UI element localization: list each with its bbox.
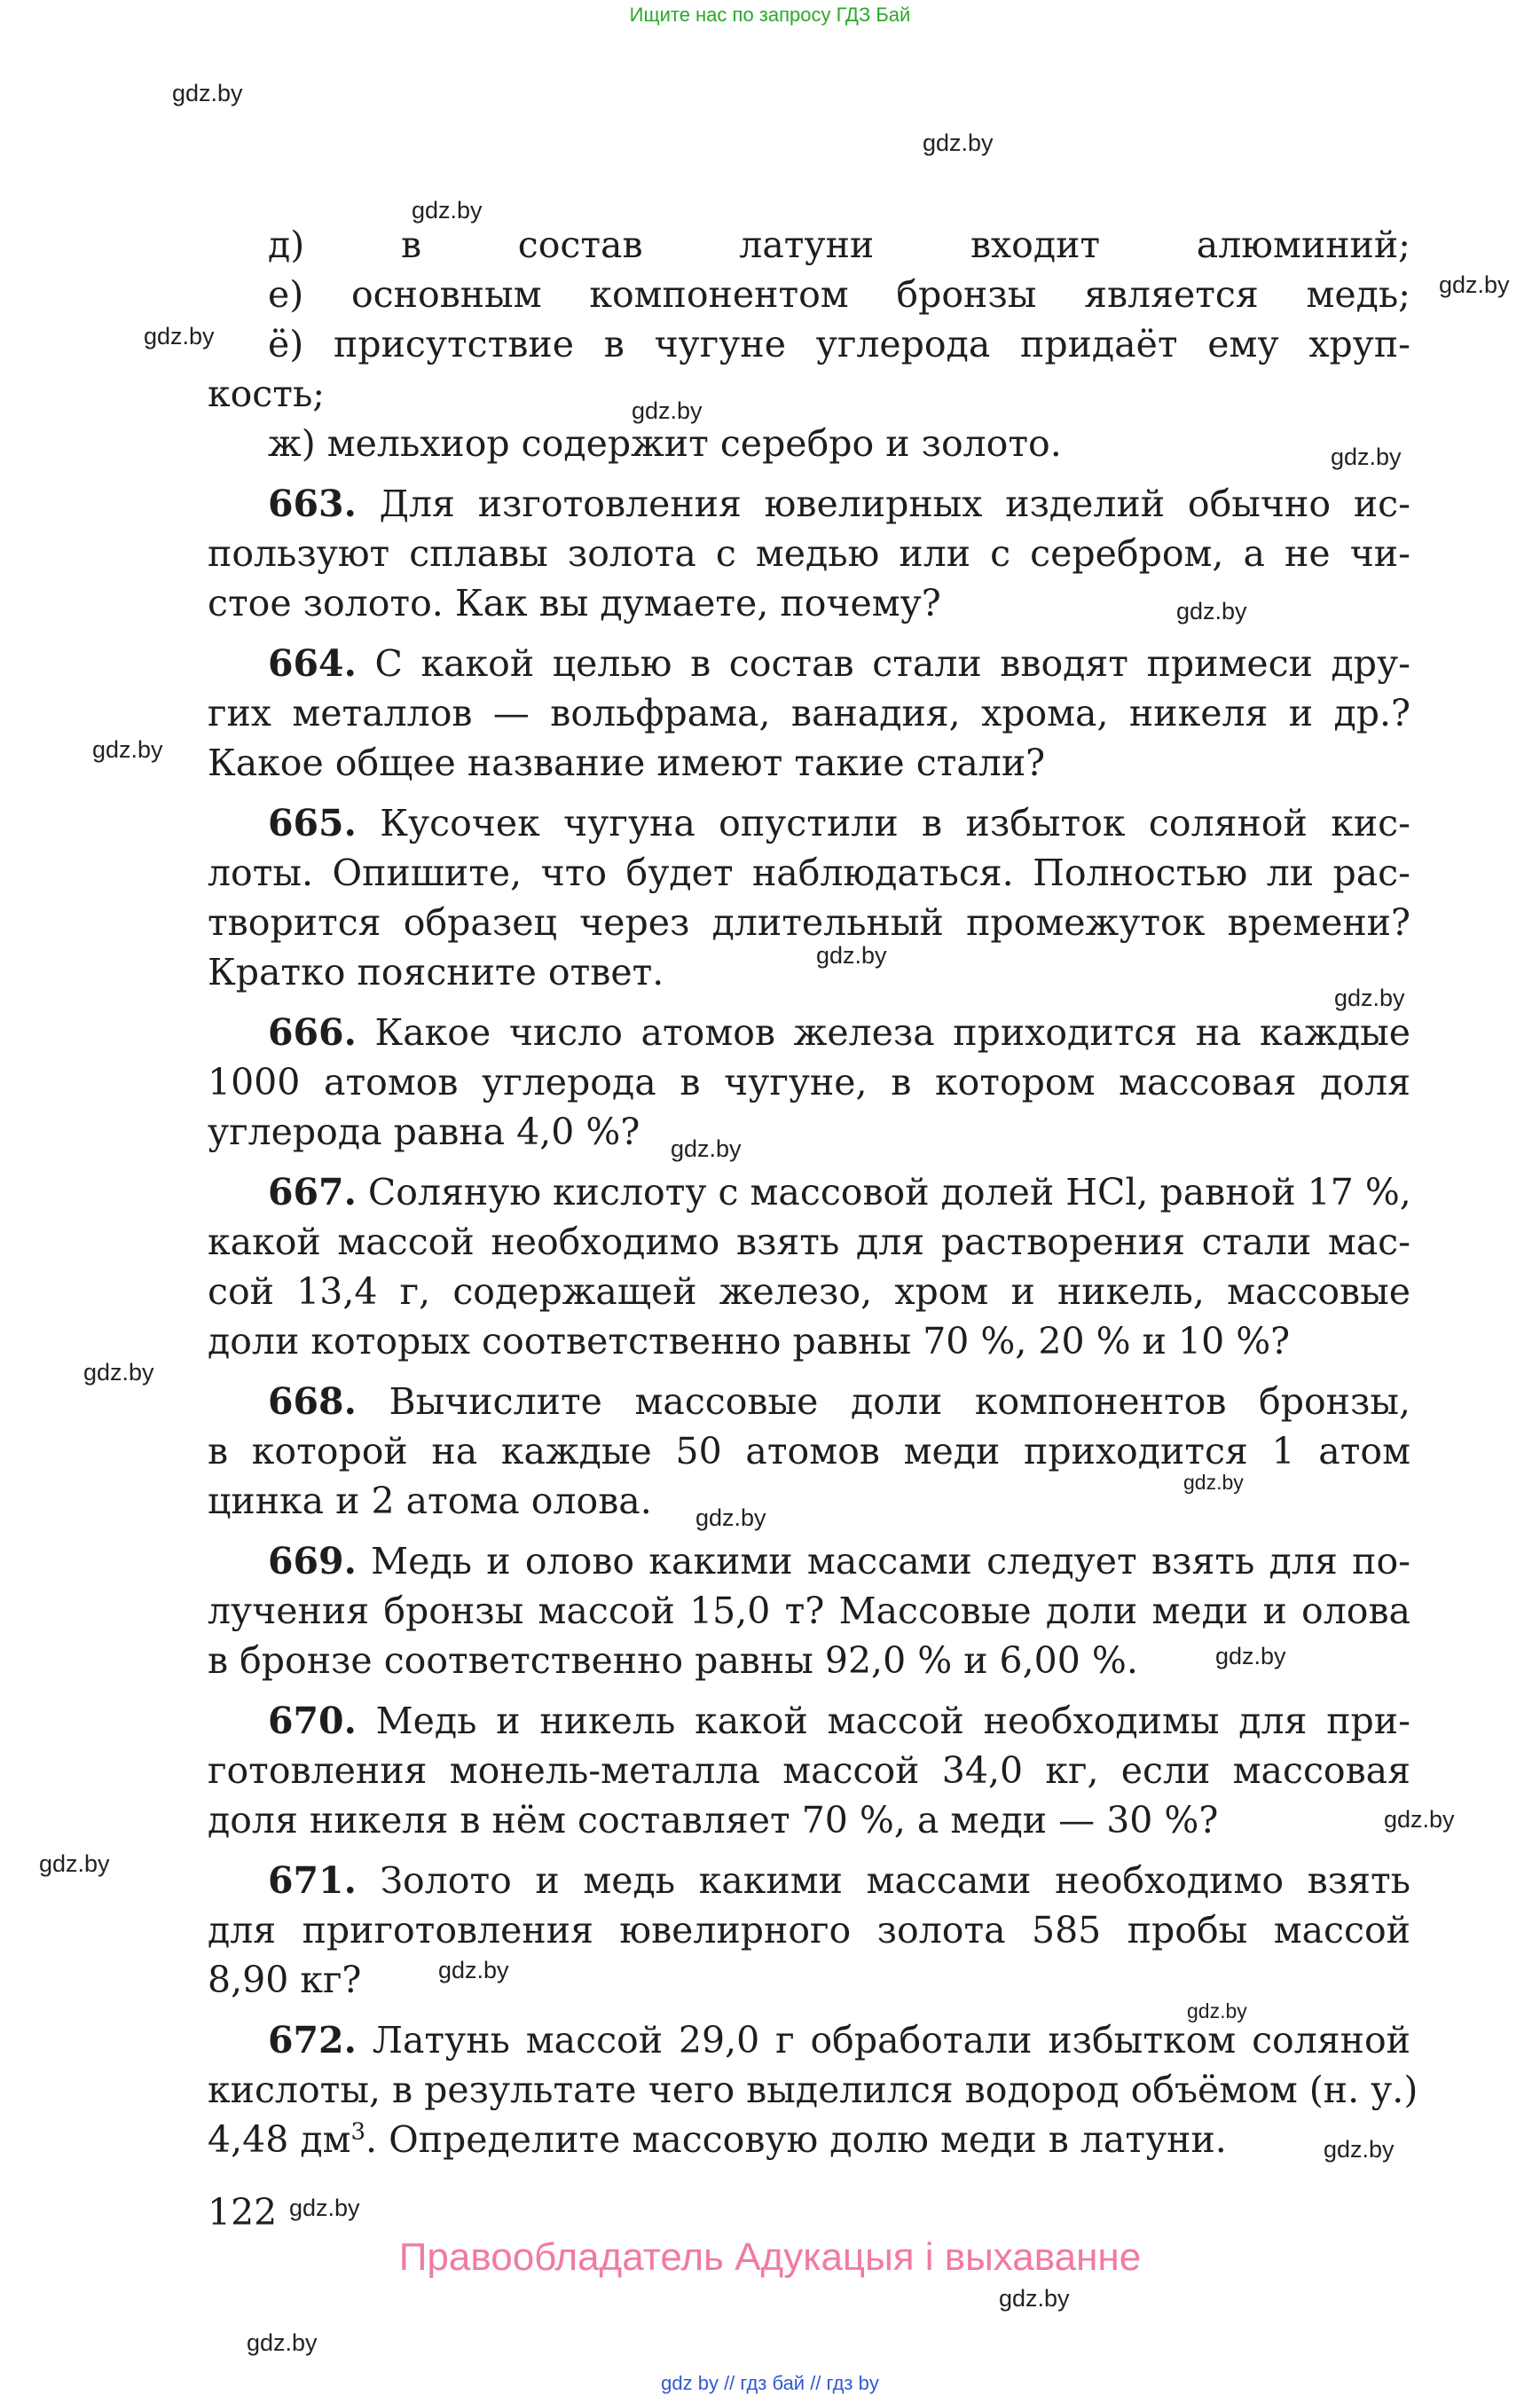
statement-line: д) в состав латуни входит алюминий; — [268, 224, 1410, 266]
watermark: gdz.by — [671, 1135, 742, 1162]
problem-number: 666. — [268, 1011, 357, 1054]
watermark: gdz.by — [1384, 1806, 1455, 1833]
problem-672: 672. Латунь массой 29,0 г обработали избытком соляной кислоты, в результате чего выделился водород объёмом (н. у.) 4,48 $дм^3$. Определите массовую долю меди в латуни. — [208, 2015, 1410, 2164]
watermark: gdz.by — [1439, 271, 1510, 298]
statement-line: ё) присутствие в чугуне углерода придаёт ему хруп- — [268, 323, 1410, 365]
problem-668: 668. Вычислите массовые доли компонентов бронзы, в которой на каждые 50 атомов меди приходится 1 атом цинка и 2 атома олова. — [208, 1380, 1410, 1522]
problem-number: 665. — [268, 802, 357, 844]
watermark: gdz.by — [92, 736, 163, 763]
watermark: gdz.by — [247, 2329, 318, 2356]
watermark: gdz.by — [1215, 1643, 1286, 1669]
watermark: gdz.by — [1183, 1471, 1244, 1494]
problem-number: 663. — [268, 483, 357, 525]
problem-666: 666. Какое число атомов железа приходится на каждые 1000 атомов углерода в чугуне, в котором массовая доля углерода равна 4,0 %? — [208, 1011, 1410, 1153]
watermark: gdz.by — [1176, 598, 1247, 624]
problem-number: 669. — [268, 1540, 357, 1582]
watermark: gdz.by — [83, 1359, 154, 1386]
problem-670: 670. Медь и никель какой массой необходимы для при- готовления монель-металла массой 34,0 кг, если массовая доля никеля в нём составляет 70 %, а меди — 30 %? — [208, 1700, 1410, 1842]
bottom-links[interactable]: gdz by // гдз бай // гдз by — [661, 2372, 879, 2394]
problem-669: 669. Медь и олово какими массами следует взять для по- лучения бронзы массой 15,0 т? Массовые доли меди и олова в бронзе соответственно равны 92,0 % и 6,00 %. — [208, 1540, 1410, 1682]
problem-671: 671. Золото и медь какими массами необходимо взять для приготовления ювелирного золота 585 пробы массой 8,90 кг? — [208, 1859, 1410, 2001]
text-content — [208, 220, 1418, 2164]
top-banner[interactable]: Ищите нас по запросу ГДЗ Бай — [629, 4, 911, 26]
watermark: gdz.by — [695, 1504, 766, 1531]
problem-664: 664. С какой целью в состав стали вводят примеси дру- гих металлов — вольфрама, ванадия, хрома, никеля и др.? Какое общее название имеют такие стали? — [208, 642, 1410, 784]
problem-number: 671. — [268, 1859, 357, 1902]
watermark: gdz.by — [632, 397, 703, 424]
watermark: gdz.by — [39, 1850, 110, 1877]
watermark: gdz.by — [438, 1957, 509, 1983]
problem-number: 672. — [268, 2019, 357, 2061]
statement-line: е) основным компонентом бронзы является медь; — [268, 273, 1410, 316]
statement-line: ж) мельхиор содержит серебро и золото. — [268, 422, 1062, 465]
problem-663: 663. Для изготовления ювелирных изделий обычно ис- пользуют сплавы золота с медью или с серебром, а не чи- стое золото. Как вы думаете, почему? — [208, 483, 1410, 624]
watermark: gdz.by — [923, 130, 994, 156]
watermark: gdz.by — [816, 942, 887, 969]
watermark: gdz.by — [999, 2285, 1070, 2312]
watermark: gdz.by — [172, 80, 243, 106]
copyright-notice: Правообладатель Адукацыя і выхаванне — [398, 2235, 1142, 2279]
watermark: gdz.by — [144, 323, 215, 349]
watermark: gdz.by — [412, 197, 483, 224]
problem-665: 665. Кусочек чугуна опустили в избыток соляной кис- лоты. Опишите, что будет наблюдаться. Полностью ли рас- творится образец через длительный промежуток времени? Кратко поясните ответ. — [208, 802, 1410, 993]
problem-672-last-line: 4,48 $дм^3$. Определите массовую долю меди в латуни. — [208, 2118, 1227, 2161]
watermark: gdz.by — [289, 2195, 360, 2221]
watermark: gdz.by — [1331, 444, 1402, 470]
statement-line: кость; — [208, 373, 326, 415]
problem-667: 667. Соляную кислоту с массовой долей HCl, равной 17 %, какой массой необходимо взять для растворения стали мас- сой 13,4 г, содержащей железо, хром и никель, массовые доли которых соответственно равны 70 %, 20 % и 10 %? — [208, 1171, 1411, 1362]
watermark: gdz.by — [1324, 2136, 1395, 2163]
page-number: 122 — [208, 2191, 278, 2234]
watermark: gdz.by — [1187, 1999, 1247, 2022]
watermark: gdz.by — [1334, 985, 1405, 1011]
problem-number: 664. — [268, 642, 357, 685]
problem-number: 668. — [268, 1380, 357, 1423]
problem-number: 670. — [268, 1700, 357, 1742]
problem-number: 667. — [268, 1171, 357, 1213]
